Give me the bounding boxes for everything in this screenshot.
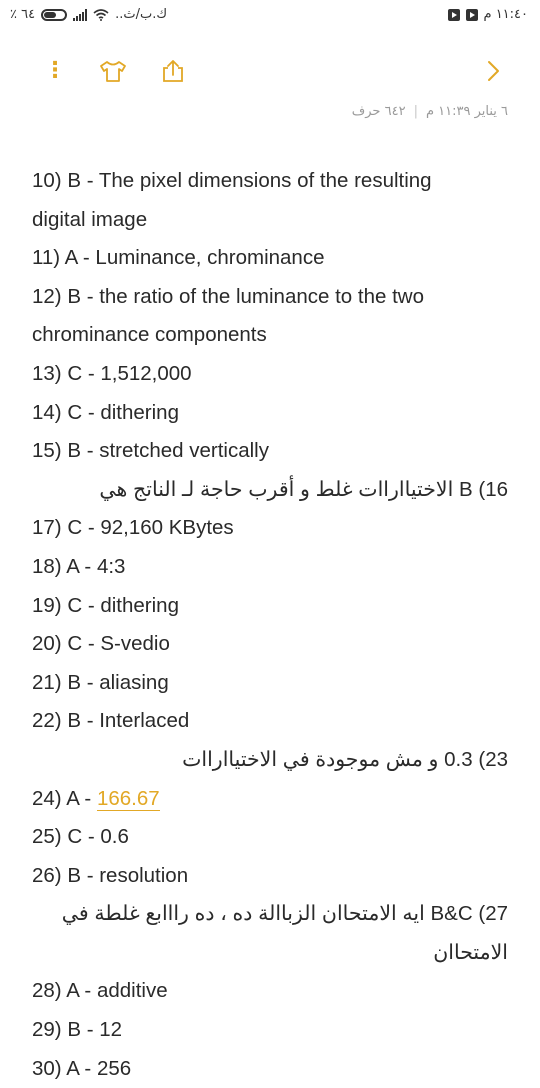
note-line: digital image — [32, 207, 148, 231]
note-line: 25) C - 0.6 — [32, 825, 129, 849]
battery-percent: ٪ ٦٤ — [10, 7, 36, 22]
note-line: 19) C - dithering — [32, 593, 179, 617]
note-line: 20) C - S-vedio — [32, 632, 170, 656]
chevron-right-icon[interactable] — [478, 56, 508, 86]
note-line: 15) B - stretched vertically — [32, 439, 269, 463]
app-notification-icon — [466, 9, 478, 21]
wifi-icon — [93, 9, 109, 21]
battery-icon — [41, 9, 67, 21]
note-line: 30) A - 256 — [32, 1056, 132, 1080]
note-line-arabic: 27) B&C ايه الامتحاان الزباالة ده ، ده رااابع غلطة في — [61, 902, 508, 926]
note-line-arabic: 16) B الاختيااراات غلط و أقرب حاجة لـ الناتج هي — [99, 477, 508, 501]
meta-separator: | — [413, 104, 418, 119]
note-line: 18) A - 4:3 — [32, 554, 126, 578]
status-right — [448, 7, 529, 22]
note-line: 13) C - 1,512,000 — [32, 361, 192, 385]
note-line: 12) B - the ratio of the luminance to the two — [32, 284, 424, 308]
note-line-prefix: 24) A - — [32, 786, 97, 810]
carrier-label: ..ك.ب/ث — [115, 7, 168, 22]
note-line-arabic: 23) 0.3 و مش موجودة في الاختيااراات — [182, 747, 508, 771]
status-bar — [0, 0, 540, 34]
note-line: 11) A - Luminance, chrominance — [32, 246, 325, 270]
more-vertical-icon[interactable]: ⋮ — [44, 58, 66, 83]
status-left — [10, 7, 167, 22]
note-date: ٦ يناير ١١:٣٩ م — [425, 104, 508, 119]
note-line: 17) C - 92,160 KBytes — [32, 516, 234, 540]
note-line: 14) C - dithering — [32, 400, 179, 424]
note-line: chrominance components — [32, 323, 267, 347]
share-icon[interactable] — [158, 56, 188, 86]
youtube-notification-icon — [448, 9, 460, 21]
shirt-icon[interactable] — [98, 56, 128, 86]
note-line: 22) B - Interlaced — [32, 709, 190, 733]
note-body[interactable] — [32, 162, 508, 1088]
note-line: 26) B - resolution — [32, 863, 189, 887]
note-line: 21) B - aliasing — [32, 670, 169, 694]
note-char-count: ٦٤٢ حرف — [351, 104, 406, 119]
note-line-with-link — [32, 780, 508, 819]
note-toolbar — [0, 48, 540, 92]
number-link[interactable]: 166.67 — [96, 786, 160, 810]
note-line-arabic: الامتحاان — [433, 940, 508, 964]
status-time: ١١:٤٠ م — [483, 7, 528, 22]
note-line: 29) B - 12 — [32, 1018, 123, 1042]
signal-icon — [73, 9, 87, 21]
note-line: 28) A - additive — [32, 979, 168, 1003]
note-line: 10) B - The pixel dimensions of the resulting — [32, 169, 432, 192]
note-meta — [352, 104, 508, 119]
